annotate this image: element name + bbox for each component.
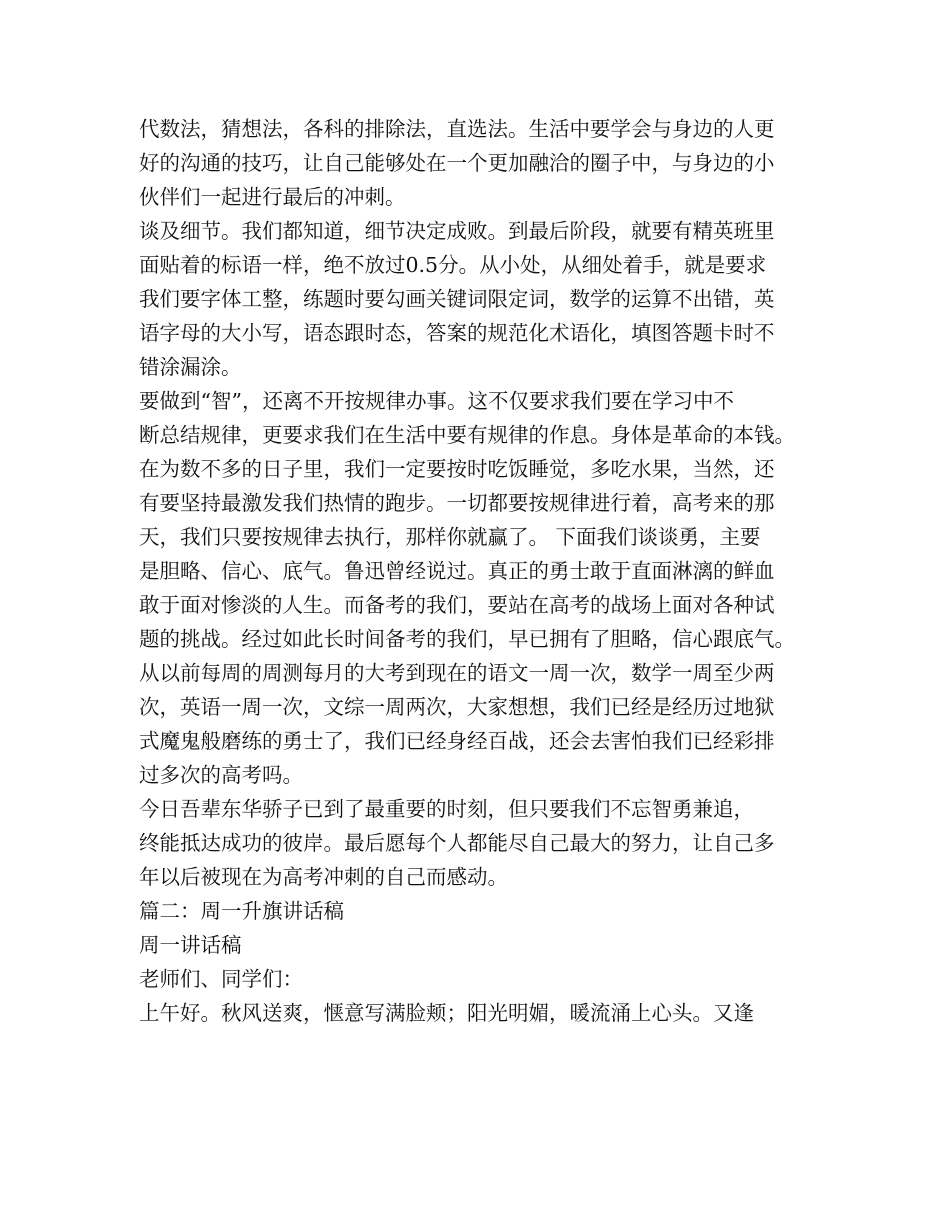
text-line: 有要坚持最激发我们热情的跑步。一切都要按规律进行着，高考来的那	[139, 491, 775, 515]
text-line: 敢于面对惨淡的人生。而备考的我们，要站在高考的战场上面对各种试	[139, 593, 775, 617]
text-line: 终能抵达成功的彼岸。最后愿每个人都能尽自己最大的努力，让自己多	[139, 831, 775, 855]
text-line: 上午好。秋风送爽，惬意写满脸颊；阳光明媚，暖流涌上心头。又逢	[139, 1001, 754, 1025]
text-line: 过多次的高考吗。	[139, 763, 303, 787]
text-line: 代数法，猜想法，各科的排除法，直选法。生活中要学会与身边的人更	[139, 117, 775, 141]
text-line: 在为数不多的日子里，我们一定要按时吃饭睡觉，多吃水果，当然，还	[139, 457, 775, 481]
speech-title: 周一讲话稿	[139, 933, 242, 957]
salutation: 老师们、同学们：	[139, 967, 303, 991]
text-line: 天，我们只要按规律去执行，那样你就赢了。 下面我们谈谈勇，主要	[139, 525, 761, 549]
text-line: 好的沟通的技巧，让自己能够处在一个更加融洽的圈子中，与身边的小	[139, 151, 775, 175]
text-line: 语字母的大小写，语态跟时态，答案的规范化术语化，填图答题卡时不	[139, 321, 775, 345]
text-line: 错涂漏涂。	[139, 355, 242, 379]
text-line: 我们要字体工整，练题时要勾画关键词限定词，数学的运算不出错，英	[139, 287, 775, 311]
text-line: 伙伴们一起进行最后的冲刺。	[139, 185, 406, 209]
text-line: 是胆略、信心、底气。鲁迅曾经说过。真正的勇士敢于直面淋漓的鲜血	[139, 559, 775, 583]
text-line: 谈及细节。我们都知道，细节决定成败。到最后阶段，就要有精英班里	[139, 219, 775, 243]
text-line: 今日吾辈东华骄子已到了最重要的时刻，但只要我们不忘智勇兼追，	[139, 797, 754, 821]
text-line: 式魔鬼般磨练的勇士了，我们已经身经百战，还会去害怕我们已经彩排	[139, 729, 775, 753]
text-line: 次，英语一周一次，文综一周两次，大家想想，我们已经是经历过地狱	[139, 695, 775, 719]
text-line: 面贴着的标语一样，绝不放过0.5分。从小处，从细处着手，就是要求	[139, 253, 767, 277]
text-line: 从以前每周的周测每月的大考到现在的语文一周一次，数学一周至少两	[139, 661, 775, 685]
text-line: 要做到“智”，还离不开按规律办事。这不仅要求我们要在学习中不	[139, 389, 734, 413]
section-heading: 篇二：周一升旗讲话稿	[139, 899, 344, 923]
text-line: 断总结规律，更要求我们在生活中要有规律的作息。身体是革命的本钱。	[139, 423, 795, 447]
document-body	[139, 112, 829, 1030]
text-line: 题的挑战。经过如此长时间备考的我们，早已拥有了胆略，信心跟底气。	[139, 627, 795, 651]
text-line: 年以后被现在为高考冲刺的自己而感动。	[139, 865, 508, 889]
